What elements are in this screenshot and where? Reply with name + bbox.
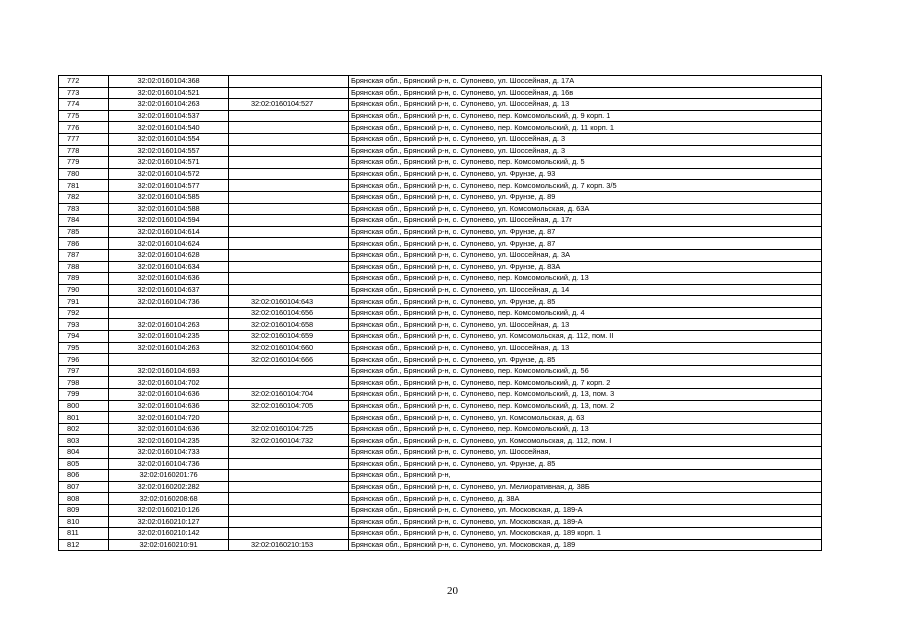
related-cadastral-number-cell xyxy=(229,365,349,377)
table-row xyxy=(59,539,822,551)
related-cadastral-number-cell: 32:02:0160104:658 xyxy=(229,319,349,331)
related-cadastral-number-cell xyxy=(229,215,349,227)
related-cadastral-number-cell xyxy=(229,87,349,99)
row-number-cell: 780 xyxy=(59,168,109,180)
row-number-cell: 779 xyxy=(59,157,109,169)
table-row xyxy=(59,516,822,528)
cadastral-register-table xyxy=(58,75,822,551)
cadastral-number-cell: 32:02:0160104:557 xyxy=(109,145,229,157)
address-cell: Брянская обл., Брянский р-н, с. Супонево, ул. Шоссейная, д. 13 xyxy=(349,342,822,354)
related-cadastral-number-cell: 32:02:0160104:643 xyxy=(229,296,349,308)
table-row xyxy=(59,168,822,180)
table-row xyxy=(59,435,822,447)
row-number-cell: 788 xyxy=(59,261,109,273)
cadastral-number-cell: 32:02:0160104:736 xyxy=(109,296,229,308)
row-number-cell: 785 xyxy=(59,226,109,238)
address-cell: Брянская обл., Брянский р-н, с. Супонево, пер. Комсомольский, д. 13 xyxy=(349,423,822,435)
table-row xyxy=(59,458,822,470)
row-number-cell: 797 xyxy=(59,365,109,377)
address-cell: Брянская обл., Брянский р-н, с. Супонево, пер. Комсомольский, д. 5 xyxy=(349,157,822,169)
address-cell: Брянская обл., Брянский р-н, с. Супонево, пер. Комсомольский, д. 9 корп. 1 xyxy=(349,110,822,122)
table-row xyxy=(59,481,822,493)
address-cell: Брянская обл., Брянский р-н, с. Супонево, ул. Фрунзе, д. 85 xyxy=(349,458,822,470)
address-cell: Брянская обл., Брянский р-н, с. Супонево, пер. Комсомольский, д. 11 корп. 1 xyxy=(349,122,822,134)
address-cell: Брянская обл., Брянский р-н, с. Супонево, пер. Комсомольский, д. 4 xyxy=(349,307,822,319)
row-number-cell: 809 xyxy=(59,504,109,516)
cadastral-number-cell: 32:02:0160104:263 xyxy=(109,319,229,331)
address-cell: Брянская обл., Брянский р-н, с. Супонево, ул. Московская, д. 189-А xyxy=(349,504,822,516)
address-cell: Брянская обл., Брянский р-н, с. Супонево, ул. Комсомольская, д. 112, пом. I xyxy=(349,435,822,447)
row-number-cell: 786 xyxy=(59,238,109,250)
row-number-cell: 789 xyxy=(59,273,109,285)
row-number-cell: 808 xyxy=(59,493,109,505)
table-row xyxy=(59,133,822,145)
related-cadastral-number-cell xyxy=(229,516,349,528)
related-cadastral-number-cell: 32:02:0160104:659 xyxy=(229,331,349,343)
cadastral-number-cell: 32:02:0160104:368 xyxy=(109,76,229,88)
related-cadastral-number-cell xyxy=(229,447,349,459)
cadastral-number-cell: 32:02:0160201:76 xyxy=(109,470,229,482)
address-cell: Брянская обл., Брянский р-н, с. Супонево, ул. Комсомольская, д. 112, пом. II xyxy=(349,331,822,343)
row-number-cell: 778 xyxy=(59,145,109,157)
related-cadastral-number-cell xyxy=(229,203,349,215)
related-cadastral-number-cell xyxy=(229,110,349,122)
address-cell: Брянская обл., Брянский р-н, с. Супонево, ул. Фрунзе, д. 83А xyxy=(349,261,822,273)
cadastral-number-cell: 32:02:0160104:588 xyxy=(109,203,229,215)
row-number-cell: 798 xyxy=(59,377,109,389)
cadastral-number-cell: 32:02:0160104:733 xyxy=(109,447,229,459)
related-cadastral-number-cell: 32:02:0160104:660 xyxy=(229,342,349,354)
cadastral-number-cell: 32:02:0160210:91 xyxy=(109,539,229,551)
row-number-cell: 799 xyxy=(59,389,109,401)
related-cadastral-number-cell xyxy=(229,76,349,88)
related-cadastral-number-cell xyxy=(229,133,349,145)
address-cell: Брянская обл., Брянский р-н, с. Супонево, ул. Фрунзе, д. 93 xyxy=(349,168,822,180)
row-number-cell: 805 xyxy=(59,458,109,470)
related-cadastral-number-cell xyxy=(229,238,349,250)
cadastral-number-cell: 32:02:0160104:521 xyxy=(109,87,229,99)
table-row xyxy=(59,122,822,134)
cadastral-number-cell: 32:02:0160104:636 xyxy=(109,389,229,401)
related-cadastral-number-cell xyxy=(229,284,349,296)
table-row xyxy=(59,203,822,215)
related-cadastral-number-cell: 32:02:0160104:527 xyxy=(229,99,349,111)
row-number-cell: 800 xyxy=(59,400,109,412)
row-number-cell: 806 xyxy=(59,470,109,482)
address-cell: Брянская обл., Брянский р-н, с. Супонево, ул. Шоссейная, д. 17А xyxy=(349,76,822,88)
address-cell: Брянская обл., Брянский р-н, с. Супонево, пер. Комсомольский, д. 13 xyxy=(349,273,822,285)
address-cell: Брянская обл., Брянский р-н, с. Супонево, пер. Комсомольский, д. 7 корп. 3/5 xyxy=(349,180,822,192)
row-number-cell: 772 xyxy=(59,76,109,88)
cadastral-number-cell: 32:02:0160104:235 xyxy=(109,435,229,447)
table-row xyxy=(59,191,822,203)
cadastral-number-cell: 32:02:0160202:282 xyxy=(109,481,229,493)
row-number-cell: 811 xyxy=(59,528,109,540)
related-cadastral-number-cell: 32:02:0160104:732 xyxy=(229,435,349,447)
table-row xyxy=(59,377,822,389)
row-number-cell: 791 xyxy=(59,296,109,308)
page-number: 20 xyxy=(447,585,458,597)
cadastral-number-cell: 32:02:0160104:263 xyxy=(109,99,229,111)
address-cell: Брянская обл., Брянский р-н, с. Супонево, ул. Московская, д. 189 xyxy=(349,539,822,551)
address-cell: Брянская обл., Брянский р-н, с. Супонево, ул. Мелиоративная, д. 38Б xyxy=(349,481,822,493)
related-cadastral-number-cell xyxy=(229,191,349,203)
row-number-cell: 810 xyxy=(59,516,109,528)
table-row xyxy=(59,226,822,238)
related-cadastral-number-cell xyxy=(229,122,349,134)
related-cadastral-number-cell: 32:02:0160104:666 xyxy=(229,354,349,366)
address-cell: Брянская обл., Брянский р-н, с. Супонево, ул. Фрунзе, д. 85 xyxy=(349,354,822,366)
address-cell: Брянская обл., Брянский р-н, с. Супонево, ул. Фрунзе, д. 87 xyxy=(349,226,822,238)
address-cell: Брянская обл., Брянский р-н, с. Супонево, ул. Шоссейная, д. 3 xyxy=(349,133,822,145)
cadastral-number-cell xyxy=(109,307,229,319)
table-row xyxy=(59,423,822,435)
row-number-cell: 803 xyxy=(59,435,109,447)
table-row xyxy=(59,238,822,250)
row-number-cell: 812 xyxy=(59,539,109,551)
row-number-cell: 796 xyxy=(59,354,109,366)
row-number-cell: 784 xyxy=(59,215,109,227)
cadastral-number-cell: 32:02:0160104:263 xyxy=(109,342,229,354)
address-cell: Брянская обл., Брянский р-н, с. Супонево, ул. Московская, д. 189 корп. 1 xyxy=(349,528,822,540)
address-cell: Брянская обл., Брянский р-н, с. Супонево, пер. Комсомольский, д. 56 xyxy=(349,365,822,377)
row-number-cell: 783 xyxy=(59,203,109,215)
related-cadastral-number-cell xyxy=(229,145,349,157)
address-cell: Брянская обл., Брянский р-н, с. Супонево, ул. Шоссейная, д. 3 xyxy=(349,145,822,157)
address-cell: Брянская обл., Брянский р-н, с. Супонево, ул. Шоссейная, xyxy=(349,447,822,459)
row-number-cell: 793 xyxy=(59,319,109,331)
table-row xyxy=(59,400,822,412)
cadastral-number-cell xyxy=(109,354,229,366)
table-row xyxy=(59,493,822,505)
row-number-cell: 787 xyxy=(59,249,109,261)
related-cadastral-number-cell xyxy=(229,226,349,238)
related-cadastral-number-cell xyxy=(229,168,349,180)
row-number-cell: 782 xyxy=(59,191,109,203)
row-number-cell: 781 xyxy=(59,180,109,192)
address-cell: Брянская обл., Брянский р-н, с. Супонево, ул. Шоссейная, д. 17г xyxy=(349,215,822,227)
cadastral-number-cell: 32:02:0160104:693 xyxy=(109,365,229,377)
row-number-cell: 801 xyxy=(59,412,109,424)
cadastral-number-cell: 32:02:0160210:142 xyxy=(109,528,229,540)
cadastral-number-cell: 32:02:0160104:736 xyxy=(109,458,229,470)
related-cadastral-number-cell: 32:02:0160210:153 xyxy=(229,539,349,551)
cadastral-number-cell: 32:02:0160104:702 xyxy=(109,377,229,389)
address-cell: Брянская обл., Брянский р-н, с. Супонево, ул. Комсомольская, д. 63 xyxy=(349,412,822,424)
table-row xyxy=(59,215,822,227)
cadastral-number-cell: 32:02:0160104:636 xyxy=(109,273,229,285)
address-cell: Брянская обл., Брянский р-н, с. Супонево, пер. Комсомольский, д. 7 корп. 2 xyxy=(349,377,822,389)
related-cadastral-number-cell: 32:02:0160104:725 xyxy=(229,423,349,435)
cadastral-number-cell: 32:02:0160104:636 xyxy=(109,423,229,435)
cadastral-number-cell: 32:02:0160104:594 xyxy=(109,215,229,227)
row-number-cell: 773 xyxy=(59,87,109,99)
row-number-cell: 774 xyxy=(59,99,109,111)
row-number-cell: 790 xyxy=(59,284,109,296)
related-cadastral-number-cell xyxy=(229,157,349,169)
address-cell: Брянская обл., Брянский р-н, xyxy=(349,470,822,482)
row-number-cell: 807 xyxy=(59,481,109,493)
register-table-body xyxy=(59,76,822,551)
table-row xyxy=(59,180,822,192)
row-number-cell: 777 xyxy=(59,133,109,145)
table-row xyxy=(59,110,822,122)
cadastral-number-cell: 32:02:0160104:636 xyxy=(109,400,229,412)
address-cell: Брянская обл., Брянский р-н, с. Супонево, ул. Шоссейная, д. 13 xyxy=(349,319,822,331)
table-row xyxy=(59,249,822,261)
table-row xyxy=(59,342,822,354)
cadastral-number-cell: 32:02:0160104:571 xyxy=(109,157,229,169)
table-row xyxy=(59,389,822,401)
table-row xyxy=(59,447,822,459)
address-cell: Брянская обл., Брянский р-н, с. Супонево, ул. Шоссейная, д. 13 xyxy=(349,99,822,111)
cadastral-number-cell: 32:02:0160104:720 xyxy=(109,412,229,424)
row-number-cell: 804 xyxy=(59,447,109,459)
cadastral-number-cell: 32:02:0160210:126 xyxy=(109,504,229,516)
cadastral-number-cell: 32:02:0160104:537 xyxy=(109,110,229,122)
row-number-cell: 792 xyxy=(59,307,109,319)
table-row xyxy=(59,296,822,308)
cadastral-number-cell: 32:02:0160208:68 xyxy=(109,493,229,505)
related-cadastral-number-cell xyxy=(229,458,349,470)
related-cadastral-number-cell xyxy=(229,273,349,285)
address-cell: Брянская обл., Брянский р-н, с. Супонево, ул. Шоссейная, д. 14 xyxy=(349,284,822,296)
related-cadastral-number-cell xyxy=(229,481,349,493)
cadastral-number-cell: 32:02:0160104:614 xyxy=(109,226,229,238)
cadastral-number-cell: 32:02:0160104:624 xyxy=(109,238,229,250)
related-cadastral-number-cell xyxy=(229,470,349,482)
address-cell: Брянская обл., Брянский р-н, с. Супонево, ул. Фрунзе, д. 85 xyxy=(349,296,822,308)
cadastral-number-cell: 32:02:0160104:235 xyxy=(109,331,229,343)
table-row xyxy=(59,412,822,424)
table-row xyxy=(59,145,822,157)
related-cadastral-number-cell xyxy=(229,493,349,505)
row-number-cell: 775 xyxy=(59,110,109,122)
cadastral-number-cell: 32:02:0160104:577 xyxy=(109,180,229,192)
cadastral-number-cell: 32:02:0160104:637 xyxy=(109,284,229,296)
table-row xyxy=(59,307,822,319)
related-cadastral-number-cell xyxy=(229,249,349,261)
row-number-cell: 802 xyxy=(59,423,109,435)
table-row xyxy=(59,87,822,99)
related-cadastral-number-cell xyxy=(229,261,349,273)
row-number-cell: 776 xyxy=(59,122,109,134)
table-row xyxy=(59,470,822,482)
related-cadastral-number-cell xyxy=(229,412,349,424)
cadastral-number-cell: 32:02:0160104:572 xyxy=(109,168,229,180)
cadastral-number-cell: 32:02:0160104:634 xyxy=(109,261,229,273)
address-cell: Брянская обл., Брянский р-н, с. Супонево, ул. Шоссейная, д. 3А xyxy=(349,249,822,261)
address-cell: Брянская обл., Брянский р-н, с. Супонево, пер. Комсомольский, д. 13, пом. 2 xyxy=(349,400,822,412)
row-number-cell: 795 xyxy=(59,342,109,354)
cadastral-number-cell: 32:02:0160104:540 xyxy=(109,122,229,134)
table-row xyxy=(59,331,822,343)
related-cadastral-number-cell xyxy=(229,528,349,540)
related-cadastral-number-cell xyxy=(229,180,349,192)
table-row xyxy=(59,157,822,169)
cadastral-number-cell: 32:02:0160210:127 xyxy=(109,516,229,528)
table-row xyxy=(59,354,822,366)
related-cadastral-number-cell: 32:02:0160104:705 xyxy=(229,400,349,412)
address-cell: Брянская обл., Брянский р-н, с. Супонево, ул. Фрунзе, д. 87 xyxy=(349,238,822,250)
row-number-cell: 794 xyxy=(59,331,109,343)
address-cell: Брянская обл., Брянский р-н, с. Супонево, ул. Московская, д. 189-А xyxy=(349,516,822,528)
table-row xyxy=(59,528,822,540)
table-row xyxy=(59,365,822,377)
table-row xyxy=(59,99,822,111)
table-row xyxy=(59,284,822,296)
cadastral-number-cell: 32:02:0160104:628 xyxy=(109,249,229,261)
related-cadastral-number-cell xyxy=(229,504,349,516)
cadastral-number-cell: 32:02:0160104:554 xyxy=(109,133,229,145)
address-cell: Брянская обл., Брянский р-н, с. Супонево, ул. Комсомольская, д. 63А xyxy=(349,203,822,215)
table-row xyxy=(59,273,822,285)
related-cadastral-number-cell: 32:02:0160104:656 xyxy=(229,307,349,319)
related-cadastral-number-cell: 32:02:0160104:704 xyxy=(229,389,349,401)
cadastral-number-cell: 32:02:0160104:585 xyxy=(109,191,229,203)
address-cell: Брянская обл., Брянский р-н, с. Супонево, д. 38А xyxy=(349,493,822,505)
table-row xyxy=(59,319,822,331)
address-cell: Брянская обл., Брянский р-н, с. Супонево, пер. Комсомольский, д. 13, пом. 3 xyxy=(349,389,822,401)
table-row xyxy=(59,261,822,273)
address-cell: Брянская обл., Брянский р-н, с. Супонево, ул. Фрунзе, д. 89 xyxy=(349,191,822,203)
related-cadastral-number-cell xyxy=(229,377,349,389)
address-cell: Брянская обл., Брянский р-н, с. Супонево, ул. Шоссейная, д. 16в xyxy=(349,87,822,99)
table-row xyxy=(59,504,822,516)
table-row xyxy=(59,76,822,88)
